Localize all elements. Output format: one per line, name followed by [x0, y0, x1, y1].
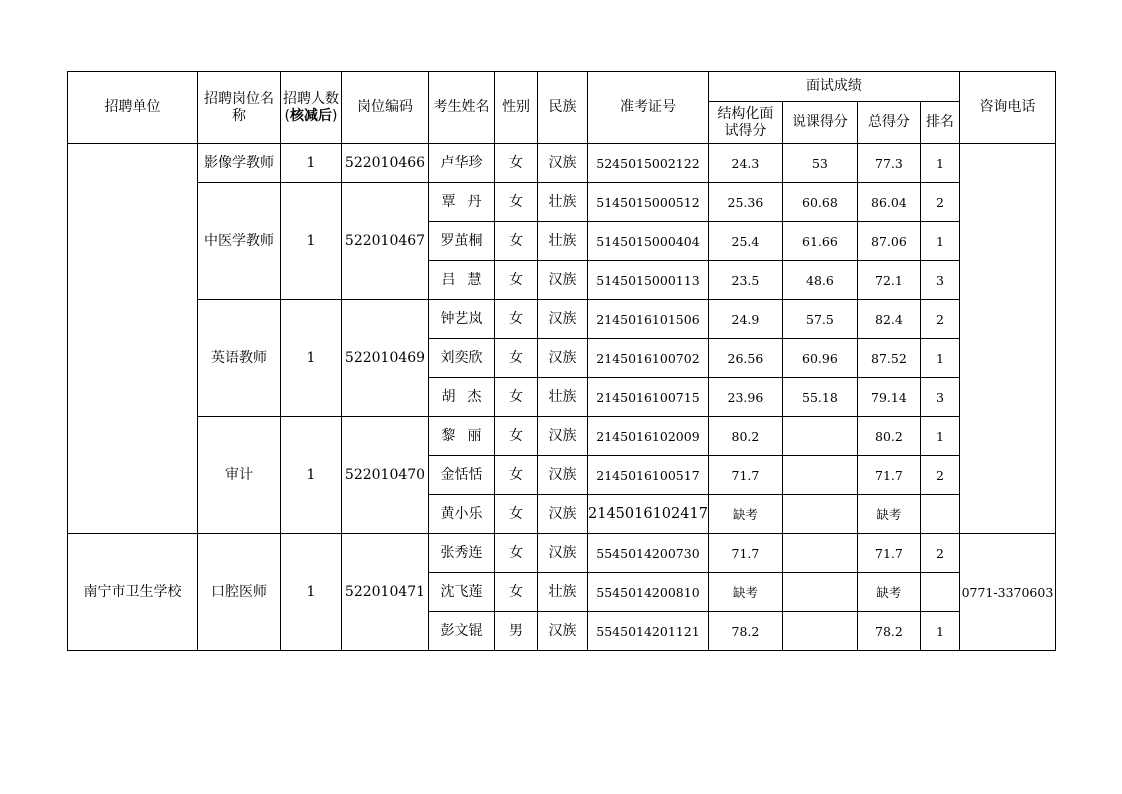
header-ticket: 准考证号 — [588, 72, 709, 144]
lecture-score-cell: 57.5 — [782, 300, 857, 339]
header-interview: 面试成绩 — [708, 72, 959, 102]
candidate-name-cell: 吕慧 — [429, 261, 495, 300]
gender-cell: 女 — [495, 495, 538, 534]
candidate-name-cell: 彭文锟 — [429, 612, 495, 651]
structured-score-cell: 缺考 — [708, 495, 782, 534]
total-score-cell: 缺考 — [857, 573, 920, 612]
gender-cell: 女 — [495, 534, 538, 573]
gender-cell: 女 — [495, 261, 538, 300]
post-name-cell: 英语教师 — [198, 300, 281, 417]
post-code-cell: 522010466 — [342, 144, 429, 183]
table-row — [68, 144, 1056, 183]
ticket-cell: 5245015002122 — [588, 144, 709, 183]
unit-cell: 南宁市卫生学校 — [68, 534, 198, 651]
rank-cell: 2 — [920, 456, 959, 495]
candidate-name-cell: 金恬恬 — [429, 456, 495, 495]
lecture-score-cell — [782, 417, 857, 456]
total-score-cell: 缺考 — [857, 495, 920, 534]
structured-score-cell: 78.2 — [708, 612, 782, 651]
post-count-cell: 1 — [281, 144, 342, 183]
rank-cell: 2 — [920, 300, 959, 339]
header-unit: 招聘单位 — [68, 72, 198, 144]
post-count-cell: 1 — [281, 183, 342, 300]
total-score-cell: 71.7 — [857, 456, 920, 495]
header-lecture: 说课得分 — [782, 102, 857, 144]
rank-cell: 1 — [920, 339, 959, 378]
header-ethnicity: 民族 — [538, 72, 588, 144]
ethnicity-cell: 汉族 — [538, 300, 588, 339]
structured-score-cell: 80.2 — [708, 417, 782, 456]
candidate-name-cell: 胡杰 — [429, 378, 495, 417]
ethnicity-cell: 汉族 — [538, 612, 588, 651]
candidate-name-cell: 刘奕欣 — [429, 339, 495, 378]
post-code-cell: 522010467 — [342, 183, 429, 300]
candidate-name-cell: 黎丽 — [429, 417, 495, 456]
lecture-score-cell — [782, 456, 857, 495]
total-score-cell: 79.14 — [857, 378, 920, 417]
ticket-cell: 2145016102009 — [588, 417, 709, 456]
unit-cell-upper — [68, 144, 198, 534]
candidate-name-cell: 沈飞莲 — [429, 573, 495, 612]
ethnicity-cell: 汉族 — [538, 456, 588, 495]
table-row — [68, 300, 1056, 339]
gender-cell: 男 — [495, 612, 538, 651]
post-count-cell: 1 — [281, 534, 342, 651]
post-name-cell: 审计 — [198, 417, 281, 534]
header-gender: 性别 — [495, 72, 538, 144]
ethnicity-cell: 壮族 — [538, 222, 588, 261]
header-row-1 — [68, 72, 1056, 102]
post-code-cell: 522010469 — [342, 300, 429, 417]
gender-cell: 女 — [495, 573, 538, 612]
lecture-score-cell: 48.6 — [782, 261, 857, 300]
gender-cell: 女 — [495, 456, 538, 495]
ethnicity-cell: 汉族 — [538, 495, 588, 534]
lecture-score-cell — [782, 612, 857, 651]
ticket-cell: 2145016100715 — [588, 378, 709, 417]
total-score-cell: 80.2 — [857, 417, 920, 456]
header-phone: 咨询电话 — [959, 72, 1055, 144]
lecture-score-cell — [782, 534, 857, 573]
ethnicity-cell: 汉族 — [538, 144, 588, 183]
ticket-cell: 5145015000113 — [588, 261, 709, 300]
post-count-cell: 1 — [281, 417, 342, 534]
post-code-cell: 522010471 — [342, 534, 429, 651]
header-post-code: 岗位编码 — [342, 72, 429, 144]
rank-cell: 1 — [920, 612, 959, 651]
lecture-score-cell — [782, 573, 857, 612]
structured-score-cell: 25.4 — [708, 222, 782, 261]
candidate-name-cell: 钟艺岚 — [429, 300, 495, 339]
post-count-cell: 1 — [281, 300, 342, 417]
header-post-name: 招聘岗位名称 — [198, 72, 281, 144]
table-row — [68, 183, 1056, 222]
lecture-score-cell: 61.66 — [782, 222, 857, 261]
total-score-cell: 87.52 — [857, 339, 920, 378]
ethnicity-cell: 壮族 — [538, 183, 588, 222]
total-score-cell: 78.2 — [857, 612, 920, 651]
post-name-cell: 中医学教师 — [198, 183, 281, 300]
candidate-name-cell: 覃丹 — [429, 183, 495, 222]
structured-score-cell: 71.7 — [708, 534, 782, 573]
ticket-cell: 2145016100702 — [588, 339, 709, 378]
total-score-cell: 86.04 — [857, 183, 920, 222]
rank-cell — [920, 573, 959, 612]
gender-cell: 女 — [495, 222, 538, 261]
rank-cell: 1 — [920, 222, 959, 261]
ethnicity-cell: 壮族 — [538, 573, 588, 612]
structured-score-cell: 25.36 — [708, 183, 782, 222]
candidate-name-cell: 罗茧桐 — [429, 222, 495, 261]
rank-cell — [920, 495, 959, 534]
post-name-cell: 影像学教师 — [198, 144, 281, 183]
post-name-cell: 口腔医师 — [198, 534, 281, 651]
ticket-cell: 5145015000404 — [588, 222, 709, 261]
post-code-cell: 522010470 — [342, 417, 429, 534]
rank-cell: 3 — [920, 378, 959, 417]
gender-cell: 女 — [495, 300, 538, 339]
structured-score-cell: 缺考 — [708, 573, 782, 612]
candidate-name-cell: 卢华珍 — [429, 144, 495, 183]
ticket-cell: 5545014200730 — [588, 534, 709, 573]
gender-cell: 女 — [495, 183, 538, 222]
total-score-cell: 77.3 — [857, 144, 920, 183]
ticket-cell: 2145016102417 — [588, 495, 709, 534]
structured-score-cell: 24.9 — [708, 300, 782, 339]
header-count: 招聘人数(核减后) — [281, 72, 342, 144]
total-score-cell: 82.4 — [857, 300, 920, 339]
candidate-name-cell: 黄小乐 — [429, 495, 495, 534]
ethnicity-cell: 壮族 — [538, 378, 588, 417]
lecture-score-cell: 55.18 — [782, 378, 857, 417]
phone-cell-upper — [959, 144, 1055, 534]
table-row — [68, 417, 1056, 456]
ticket-cell: 5545014201121 — [588, 612, 709, 651]
ticket-cell: 5145015000512 — [588, 183, 709, 222]
ticket-cell: 5545014200810 — [588, 573, 709, 612]
gender-cell: 女 — [495, 339, 538, 378]
rank-cell: 1 — [920, 417, 959, 456]
ethnicity-cell: 汉族 — [538, 417, 588, 456]
lecture-score-cell: 60.68 — [782, 183, 857, 222]
table-row — [68, 534, 1056, 573]
total-score-cell: 71.7 — [857, 534, 920, 573]
candidate-name-cell: 张秀连 — [429, 534, 495, 573]
gender-cell: 女 — [495, 144, 538, 183]
total-score-cell: 72.1 — [857, 261, 920, 300]
ethnicity-cell: 汉族 — [538, 261, 588, 300]
ethnicity-cell: 汉族 — [538, 339, 588, 378]
gender-cell: 女 — [495, 378, 538, 417]
lecture-score-cell: 60.96 — [782, 339, 857, 378]
results-table — [67, 71, 1056, 651]
rank-cell: 3 — [920, 261, 959, 300]
ticket-cell: 2145016101506 — [588, 300, 709, 339]
rank-cell: 1 — [920, 144, 959, 183]
header-total: 总得分 — [857, 102, 920, 144]
phone-cell: 0771-3370603 — [959, 534, 1055, 651]
ethnicity-cell: 汉族 — [538, 534, 588, 573]
rank-cell: 2 — [920, 183, 959, 222]
structured-score-cell: 23.5 — [708, 261, 782, 300]
structured-score-cell: 24.3 — [708, 144, 782, 183]
lecture-score-cell: 53 — [782, 144, 857, 183]
structured-score-cell: 23.96 — [708, 378, 782, 417]
rank-cell: 2 — [920, 534, 959, 573]
structured-score-cell: 26.56 — [708, 339, 782, 378]
lecture-score-cell — [782, 495, 857, 534]
ticket-cell: 2145016100517 — [588, 456, 709, 495]
structured-score-cell: 71.7 — [708, 456, 782, 495]
total-score-cell: 87.06 — [857, 222, 920, 261]
gender-cell: 女 — [495, 417, 538, 456]
header-rank: 排名 — [920, 102, 959, 144]
header-structured: 结构化面试得分 — [708, 102, 782, 144]
header-name: 考生姓名 — [429, 72, 495, 144]
